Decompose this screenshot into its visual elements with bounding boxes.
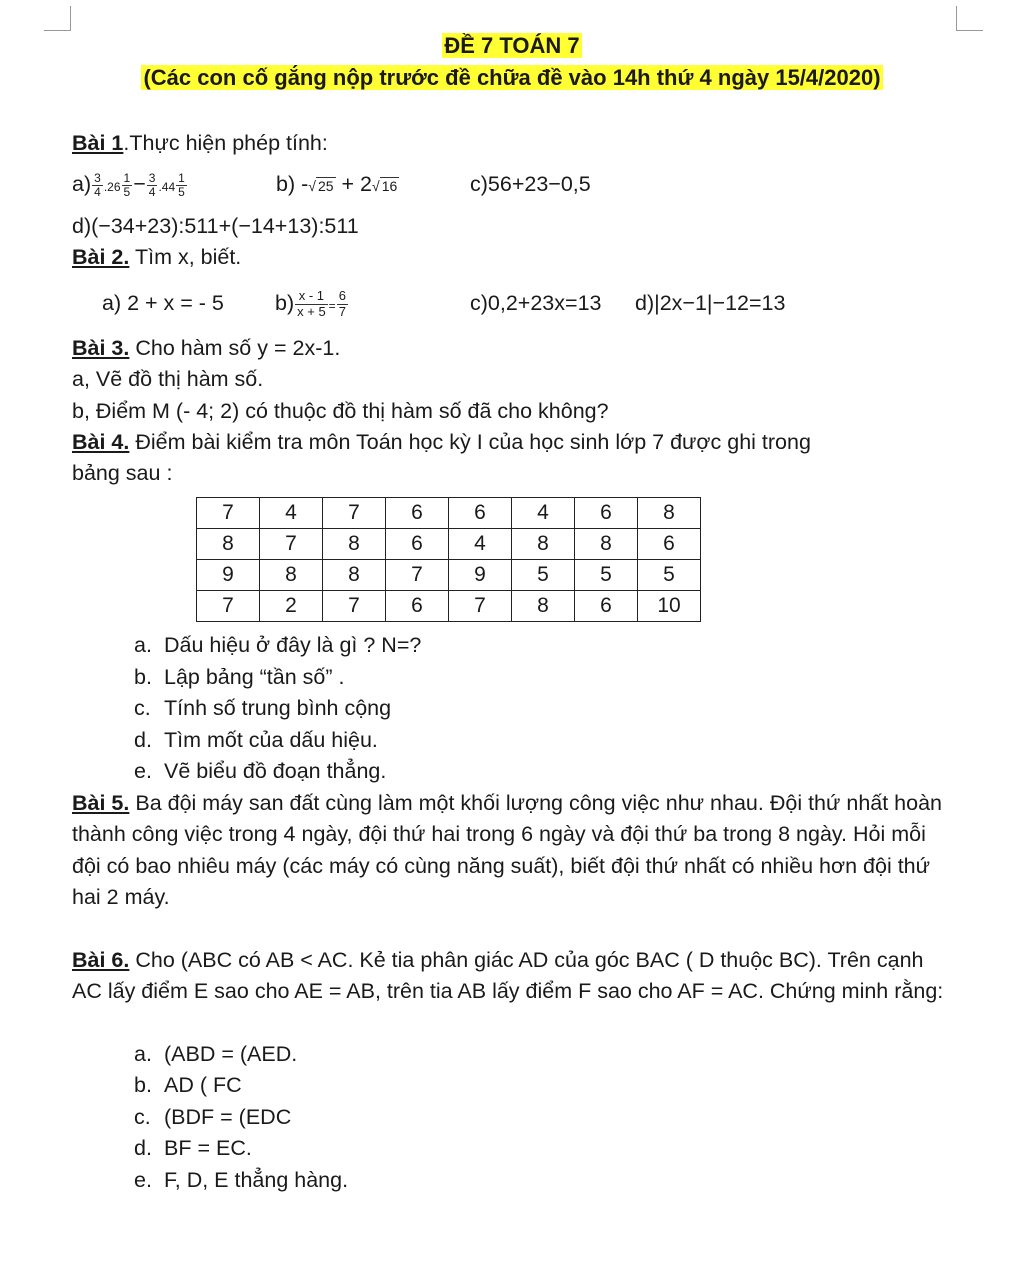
list-item bbox=[134, 693, 952, 725]
table-row bbox=[197, 498, 701, 529]
bai5-paragraph: Bài 5. Ba đội máy san đất cùng làm một khối lượng công việc như nhau. Đội thứ nhất hoàn thành công việc trong 4 ngày, đội thứ hai trong 6 ngày và đội thứ ba trong 8 ngày. Hỏi mỗi đội có bao nhiêu máy (các máy có cùng năng suất), biết đội thứ nhất có nhiều hơn đội thứ hai 2 máy. bbox=[72, 790, 943, 910]
bai1-heading: Bài 1.Thực hiện phép tính: bbox=[72, 130, 328, 155]
list-text: Lập bảng “tần số” . bbox=[164, 664, 345, 689]
bai6-proofs bbox=[72, 1039, 952, 1197]
list-text: BF = EC. bbox=[164, 1136, 252, 1161]
page-corner-mark-left bbox=[44, 6, 71, 31]
table-cell: 7 bbox=[323, 591, 386, 622]
list-text: Vẽ biểu đồ đoạn thẳng. bbox=[164, 759, 387, 784]
doc-subtitle: (Các con cố gắng nộp trước đề chữa đề vào 14h thứ 4 ngày 15/4/2020) bbox=[143, 64, 881, 90]
table-row bbox=[197, 529, 701, 560]
table-cell: 6 bbox=[386, 591, 449, 622]
table-cell: 6 bbox=[575, 498, 638, 529]
table-cell: 6 bbox=[449, 498, 512, 529]
bai4-questions bbox=[72, 630, 952, 788]
table-row bbox=[197, 591, 701, 622]
table-cell: 6 bbox=[575, 591, 638, 622]
table-cell: 8 bbox=[260, 560, 323, 591]
list-item bbox=[134, 1039, 952, 1071]
bai4-heading-cont: bảng sau : bbox=[72, 460, 173, 485]
table-cell: 7 bbox=[449, 591, 512, 622]
list-marker: c. bbox=[134, 696, 151, 721]
list-text: Tính số trung bình cộng bbox=[164, 696, 392, 721]
list-item bbox=[134, 725, 952, 757]
list-item bbox=[134, 1133, 952, 1165]
table-cell: 6 bbox=[386, 498, 449, 529]
list-item bbox=[134, 662, 952, 694]
list-text: (ABD = (AED. bbox=[164, 1041, 298, 1066]
table-cell: 9 bbox=[197, 560, 260, 591]
bai2-a: a) 2 + x = - 5 bbox=[102, 290, 224, 315]
bai2-row bbox=[72, 273, 952, 333]
list-item bbox=[134, 1070, 952, 1102]
list-marker: d. bbox=[134, 727, 152, 752]
table-cell: 9 bbox=[449, 560, 512, 591]
bai2-heading: Bài 2. Tìm x, biết. bbox=[72, 245, 242, 270]
table-cell: 8 bbox=[197, 529, 260, 560]
page-corner-mark-right bbox=[956, 6, 983, 31]
table-cell: 4 bbox=[260, 498, 323, 529]
list-marker: e. bbox=[134, 1167, 152, 1192]
table-cell: 8 bbox=[512, 529, 575, 560]
doc-title: ĐỀ 7 TOÁN 7 bbox=[444, 33, 580, 58]
table-cell: 8 bbox=[638, 498, 701, 529]
table-cell: 4 bbox=[449, 529, 512, 560]
table-cell: 5 bbox=[575, 560, 638, 591]
bai1-d: d)(−34+23):511+(−14+13):511 bbox=[72, 213, 359, 238]
list-item bbox=[134, 1102, 952, 1134]
list-text: F, D, E thẳng hàng. bbox=[164, 1167, 349, 1192]
table-cell: 8 bbox=[512, 591, 575, 622]
table-cell: 7 bbox=[323, 498, 386, 529]
table-cell: 8 bbox=[323, 529, 386, 560]
bai1-a: a) $\frac{3}{4}$ .26 $\frac{1}{5}$ − $\frac{3}{4}$ .44 $\frac{1}{5}$ bbox=[72, 171, 185, 200]
table-cell: 8 bbox=[575, 529, 638, 560]
table-cell: 7 bbox=[260, 529, 323, 560]
list-marker: d. bbox=[134, 1136, 152, 1161]
table-cell: 6 bbox=[638, 529, 701, 560]
table-cell: 8 bbox=[323, 560, 386, 591]
table-cell: 2 bbox=[260, 591, 323, 622]
list-marker: b. bbox=[134, 664, 152, 689]
table-cell: 5 bbox=[638, 560, 701, 591]
table-cell: 7 bbox=[386, 560, 449, 591]
table-cell: 6 bbox=[386, 529, 449, 560]
bai2-b: b) $\frac{x - 1}{x + 5}$ = $\frac{6}{7}$ bbox=[275, 288, 346, 319]
list-item bbox=[134, 756, 952, 788]
list-marker: a. bbox=[134, 633, 152, 658]
list-text: Tìm mốt của dấu hiệu. bbox=[164, 727, 378, 752]
bai2-d: d)|2x−1|−12=13 bbox=[635, 290, 786, 315]
list-text: AD ( FC bbox=[164, 1073, 242, 1098]
table-cell: 4 bbox=[512, 498, 575, 529]
list-marker: e. bbox=[134, 759, 152, 784]
list-item bbox=[134, 1165, 952, 1197]
list-marker: b. bbox=[134, 1073, 152, 1098]
bai1-row-abc bbox=[72, 159, 952, 211]
table-cell: 7 bbox=[197, 498, 260, 529]
list-item bbox=[134, 630, 952, 662]
list-text: Dấu hiệu ở đây là gì ? N=? bbox=[164, 633, 422, 658]
table-cell: 5 bbox=[512, 560, 575, 591]
bai3-b: b, Điểm M (- 4; 2) có thuộc đồ thị hàm số đã cho không? bbox=[72, 398, 609, 423]
table-cell: 7 bbox=[197, 591, 260, 622]
table-cell: 10 bbox=[638, 591, 701, 622]
list-text: (BDF = (EDC bbox=[164, 1104, 292, 1129]
table-row bbox=[197, 560, 701, 591]
bai3-heading: Bài 3. Cho hàm số y = 2x-1. bbox=[72, 336, 341, 361]
bai6-paragraph: Bài 6. Cho (ABC có AB < AC. Kẻ tia phân giác AD của góc BAC ( D thuộc BC). Trên cạnh AC lấy điểm E sao cho AE = AB, trên tia AB lấy điểm F sao cho AF = AC. Chứng minh rằng: bbox=[72, 947, 944, 1004]
list-marker: c. bbox=[134, 1104, 151, 1129]
list-marker: a. bbox=[134, 1041, 152, 1066]
document-page bbox=[72, 30, 952, 1196]
bai1-c: c)56+23−0,5 bbox=[470, 172, 591, 197]
bai1-b: b) -√ 25 + 2√ 16 bbox=[276, 172, 398, 197]
bai4-heading: Bài 4. Điểm bài kiểm tra môn Toán học kỳ I của học sinh lớp 7 được ghi trong bbox=[72, 429, 811, 454]
bai2-c: c)0,2+23x=13 bbox=[470, 290, 602, 315]
score-table bbox=[196, 497, 701, 622]
bai3-a: a, Vẽ đồ thị hàm số. bbox=[72, 367, 264, 392]
